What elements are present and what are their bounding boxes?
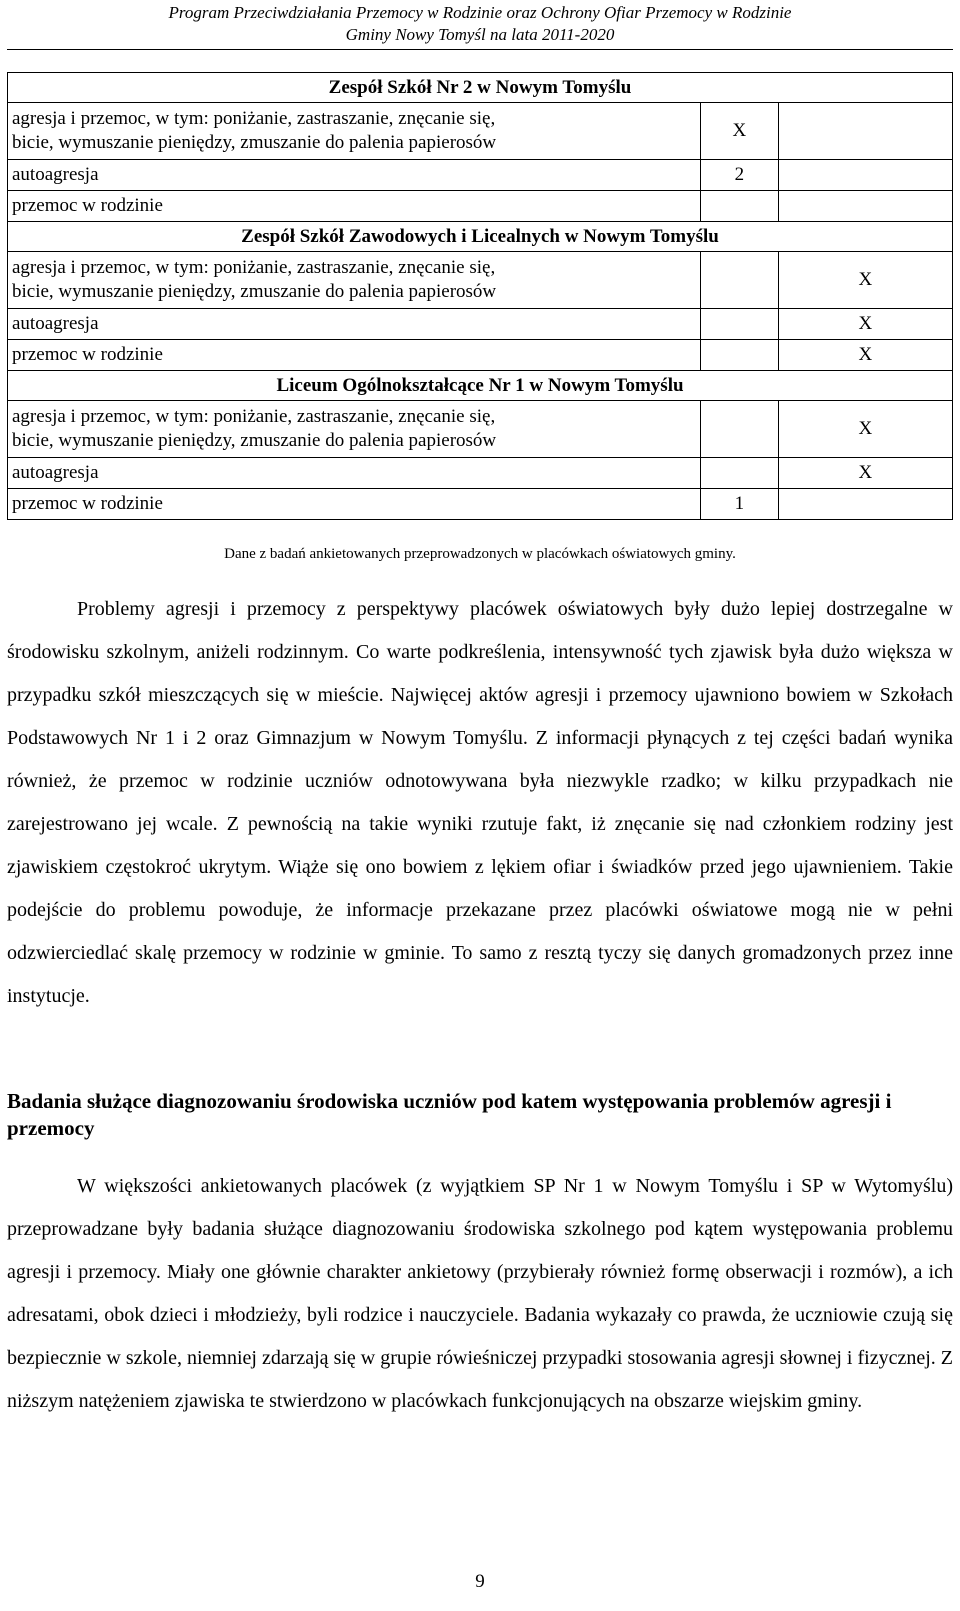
row-value-col2: X <box>778 340 952 371</box>
row-value-col2: X <box>778 401 952 458</box>
school-name: Liceum Ogólnokształcące Nr 1 w Nowym Tomyślu <box>8 371 953 401</box>
row-value-col1 <box>700 340 778 371</box>
row-description: autoagresja <box>8 458 701 489</box>
header-line-1: Program Przeciwdziałania Przemocy w Rodzinie oraz Ochrony Ofiar Przemocy w Rodzinie <box>168 3 792 22</box>
row-value-col1: 1 <box>700 489 778 520</box>
table-row <box>8 103 953 160</box>
page-number: 9 <box>475 1571 485 1592</box>
row-description: przemoc w rodzinie <box>8 489 701 520</box>
section-heading: Badania służące diagnozowaniu środowiska uczniów pod katem występowania problemów agresji i przemocy <box>7 1089 892 1140</box>
table-row <box>8 160 953 191</box>
row-description: agresja i przemoc, w tym: poniżanie, zastraszanie, znęcanie się, bicie, wymuszanie pieniędzy, zmuszanie do palenia papierosów <box>8 252 701 309</box>
row-value-col2 <box>778 191 952 222</box>
row-value-col1 <box>700 191 778 222</box>
section-header-row <box>8 222 953 252</box>
row-value-col1 <box>700 401 778 458</box>
row-value-col1 <box>700 458 778 489</box>
survey-table <box>7 72 953 520</box>
section-header-row <box>8 73 953 103</box>
table-row <box>8 340 953 371</box>
section-header-row <box>8 371 953 401</box>
table-row <box>8 191 953 222</box>
row-description: autoagresja <box>8 309 701 340</box>
page-header <box>0 2 960 46</box>
row-description: agresja i przemoc, w tym: poniżanie, zastraszanie, znęcanie się, bicie, wymuszanie pieniędzy, zmuszanie do palenia papierosów <box>8 401 701 458</box>
row-description: przemoc w rodzinie <box>8 340 701 371</box>
body-paragraph-1: Problemy agresji i przemocy z perspektywy placówek oświatowych były dużo lepiej dostrzegalne w środowisku szkolnym, aniżeli rodzinnym. Co warte podkreślenia, intensywność tych zjawisk była dużo większa w przypadku szkół mieszczących się w mieście. Najwięcej aktów agresji i przemocy ujawniono bowiem w Szkołach Podstawowych Nr 1 i 2 oraz Gimnazjum w Nowym Tomyślu. Z informacji płynących z tej części badań wynika również, że przemoc w rodzinie uczniów odnotowywana była niezwykle rzadko; w kilku przypadkach nie zarejestrowano jej wcale. Z pewnością na takie wyniki rzutuje fakt, iż znęcanie się nad członkiem rodziny jest zjawiskiem częstokroć ukrytym. Wiąże się ono bowiem z lękiem ofiar i świadków przed jego ujawnieniem. Takie podejście do problemu powoduje, że informacje przekazane przez placówki oświatowe mogą nie w pełni odzwierciedlać skalę przemocy w rodzinie w gminie. To samo z resztą tyczy się danych gromadzonych przez inne instytucje. <box>7 598 953 1007</box>
school-name: Zespół Szkół Nr 2 w Nowym Tomyślu <box>8 73 953 103</box>
row-value-col2 <box>778 489 952 520</box>
row-value-col1: 2 <box>700 160 778 191</box>
body-paragraph-2: W większości ankietowanych placówek (z wyjątkiem SP Nr 1 w Nowym Tomyślu i SP w Wytomyślu) przeprowadzane były badania służące diagnozowaniu środowiska szkolnego pod kątem występowania problemu agresji i przemocy. Miały one głównie charakter ankietowy (przybierały również formę obserwacji i rozmów), a ich adresatami, obok dzieci i młodzieży, byli rodzice i nauczyciele. Badania wykazały co prawda, że uczniowie czują się bezpiecznie w szkole, niemniej zdarzają się w grupie rówieśniczej przypadki stosowania agresji słownej i fizycznej. Z niższym natężeniem zjawiska te stwierdzono w placówkach funkcjonujących na obszarze wiejskim gminy. <box>7 1175 953 1412</box>
row-value-col2 <box>778 103 952 160</box>
row-value-col1: X <box>700 103 778 160</box>
row-description: agresja i przemoc, w tym: poniżanie, zastraszanie, znęcanie się, bicie, wymuszanie pieniędzy, zmuszanie do palenia papierosów <box>8 103 701 160</box>
table-row <box>8 401 953 458</box>
row-value-col2: X <box>778 252 952 309</box>
row-value-col1 <box>700 309 778 340</box>
row-value-col1 <box>700 252 778 309</box>
row-value-col2: X <box>778 309 952 340</box>
table-row <box>8 458 953 489</box>
row-value-col2 <box>778 160 952 191</box>
row-description: przemoc w rodzinie <box>8 191 701 222</box>
header-divider <box>7 49 953 50</box>
header-line-2: Gminy Nowy Tomyśl na lata 2011-2020 <box>345 25 615 44</box>
row-description: autoagresja <box>8 160 701 191</box>
row-value-col2: X <box>778 458 952 489</box>
school-name: Zespół Szkół Zawodowych i Licealnych w Nowym Tomyślu <box>8 222 953 252</box>
table-row <box>8 489 953 520</box>
table-row <box>8 309 953 340</box>
table-source-note: Dane z badań ankietowanych przeprowadzonych w placówkach oświatowych gminy. <box>224 546 736 562</box>
table-row <box>8 252 953 309</box>
